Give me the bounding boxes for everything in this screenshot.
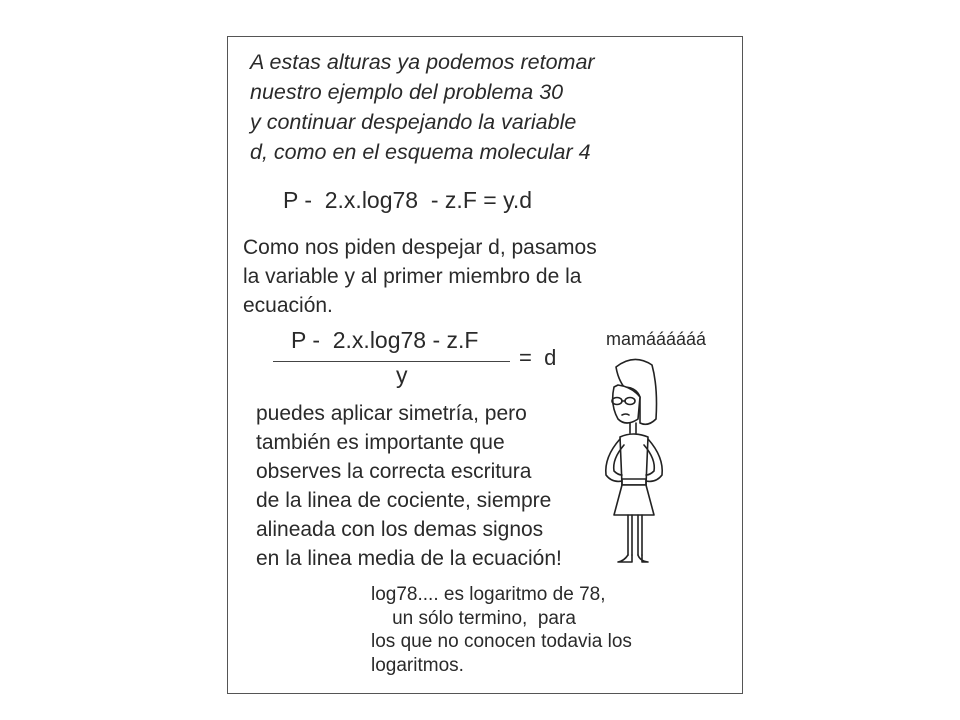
fraction-rhs: = d <box>519 345 557 370</box>
advice-line: en la linea media de la ecuación! <box>256 547 562 570</box>
note-line: log78.... es logaritmo de 78, <box>371 584 606 605</box>
intro-paragraph <box>250 47 730 167</box>
advice-line: alineada con los demas signos <box>256 518 544 541</box>
advice-paragraph <box>256 399 562 573</box>
intro-line: d, como en el esquema molecular 4 <box>250 140 591 164</box>
cartoon-girl-icon <box>596 357 696 567</box>
intro-line: y continuar despejando la variable <box>250 110 577 134</box>
equation-1: P - 2.x.log78 - z.F = y.d <box>283 187 533 213</box>
explanation-line: ecuación. <box>243 294 333 317</box>
explanation-paragraph <box>243 233 733 320</box>
logarithm-note <box>371 583 632 677</box>
explanation-line: Como nos piden despejar d, pasamos <box>243 236 597 259</box>
advice-line: también es importante que <box>256 431 505 454</box>
advice-line: de la linea de cociente, siempre <box>256 489 552 512</box>
explanation-line: la variable y al primer miembro de la <box>243 265 582 288</box>
fraction-bar <box>273 361 510 362</box>
advice-line: observes la correcta escritura <box>256 460 532 483</box>
character-speech: mamáááááá <box>606 329 707 349</box>
fraction-denominator: y <box>396 362 408 388</box>
intro-line: nuestro ejemplo del problema 30 <box>250 80 564 104</box>
intro-line: A estas alturas ya podemos retomar <box>250 50 595 74</box>
note-line: los que no conocen todavia los <box>371 631 632 652</box>
note-line: logaritmos. <box>371 654 464 676</box>
document-page <box>227 36 743 694</box>
fraction-numerator: P - 2.x.log78 - z.F <box>291 327 479 353</box>
cartoon-girl-illustration <box>596 357 696 567</box>
advice-line: puedes aplicar simetría, pero <box>256 402 527 425</box>
note-line: un sólo termino, para <box>371 607 576 629</box>
